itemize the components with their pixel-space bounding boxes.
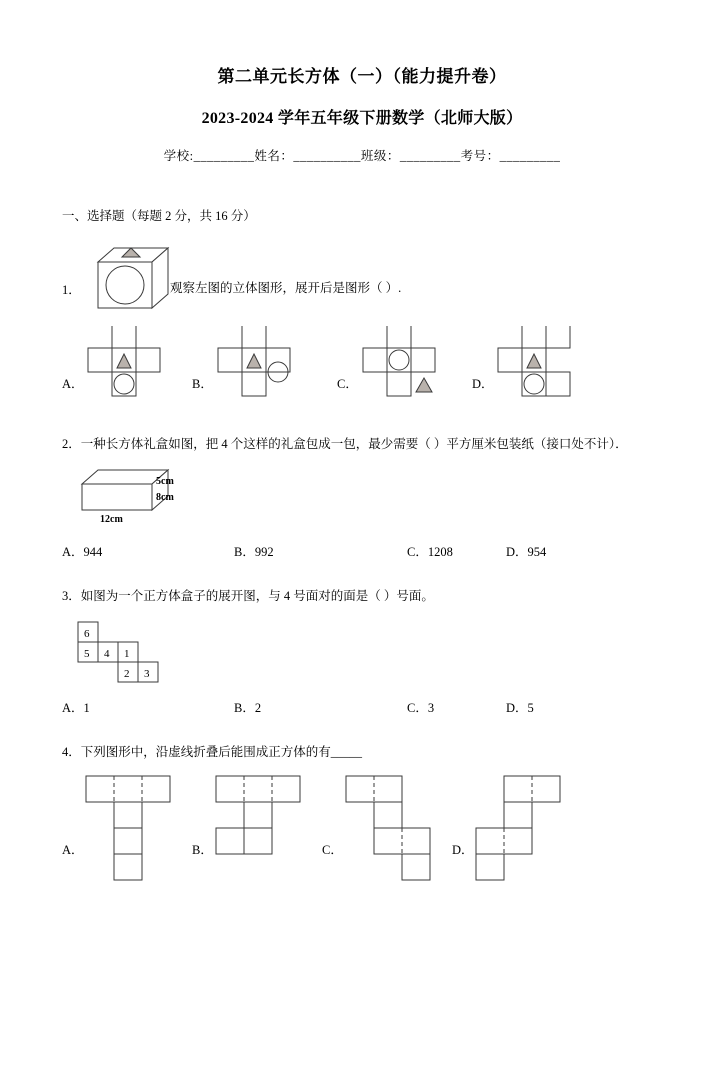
question-4-number: 4． <box>62 745 81 759</box>
question-3-option-c[interactable]: C．3 <box>407 701 435 715</box>
question-4-option-c-net <box>344 774 454 899</box>
question-4-option-b-label: B． <box>192 843 213 857</box>
question-4-option-a-net <box>84 774 194 899</box>
question-1-option-c-label: C． <box>337 377 358 391</box>
question-1-number: 1． <box>62 283 81 297</box>
question-4-option-d-net <box>474 774 584 899</box>
question-3-options <box>62 698 676 716</box>
student-info-line: 学校:_________姓名：__________班级：_________考号：_________ <box>163 149 561 163</box>
svg-text:5cm: 5cm <box>156 476 174 487</box>
page-title: 第二单元长方体（一）（能力提升卷） <box>217 67 507 86</box>
question-1-option-b-label: B． <box>192 377 213 391</box>
question-1-option-a-label: A． <box>62 377 84 391</box>
question-1-text: 观察左图的立体图形，展开后是图形（ ）. <box>170 281 402 295</box>
question-2-option-c[interactable]: C．1208 <box>407 545 453 559</box>
question-3-option-b[interactable]: B．2 <box>234 701 262 715</box>
question-4-option-b-net <box>214 774 324 899</box>
exam-paper-page <box>0 62 724 1086</box>
question-2-option-b[interactable]: B．992 <box>234 545 274 559</box>
question-2 <box>62 434 676 560</box>
question-1-option-d-label: D． <box>472 377 494 391</box>
question-4-option-a-label: A． <box>62 843 84 857</box>
question-1-option-b-net <box>214 326 306 408</box>
question-4-option-c-label: C． <box>322 843 343 857</box>
question-3-figure-net <box>70 620 676 684</box>
question-4-text: 下列图形中，沿虚线折叠后能围成正方体的有_____ <box>80 745 363 759</box>
question-4 <box>62 742 676 904</box>
svg-text:3: 3 <box>144 668 150 680</box>
question-3-option-a[interactable]: A．1 <box>62 701 90 715</box>
svg-text:5: 5 <box>84 648 90 660</box>
question-2-option-a[interactable]: A．944 <box>62 545 103 559</box>
question-2-options <box>62 542 676 560</box>
svg-text:12cm: 12cm <box>100 514 123 525</box>
question-1 <box>62 244 676 408</box>
page-subtitle: 2023-2024 学年五年级下册数学（北师大版） <box>201 110 523 127</box>
question-4-options <box>62 774 676 904</box>
question-2-text: 一种长方体礼盒如图，把 4 个这样的礼盒包成一包，最少需要（ ）平方厘米包装纸（接口处不计）． <box>80 437 628 451</box>
svg-text:8cm: 8cm <box>156 492 174 503</box>
svg-text:4: 4 <box>104 648 110 660</box>
question-3 <box>62 586 676 716</box>
svg-text:1: 1 <box>124 648 130 660</box>
question-1-option-d-net <box>494 326 586 408</box>
question-1-option-a-net <box>84 326 166 408</box>
question-1-figure-cube <box>92 244 170 314</box>
question-2-figure-box <box>76 466 676 528</box>
question-3-option-d[interactable]: D．5 <box>506 701 534 715</box>
question-1-option-c-net <box>359 326 451 408</box>
section-heading-choice: 一、选择题（每题 2 分，共 16 分） <box>62 209 256 223</box>
svg-text:2: 2 <box>124 668 130 680</box>
question-2-option-d[interactable]: D．954 <box>506 545 547 559</box>
question-2-number: 2． <box>62 437 81 451</box>
question-4-option-d-label: D． <box>452 843 474 857</box>
question-1-options <box>62 326 676 408</box>
question-3-text: 如图为一个正方体盒子的展开图，与 4 号面对的面是（ ）号面。 <box>80 589 434 603</box>
svg-text:6: 6 <box>84 628 90 640</box>
question-3-number: 3． <box>62 589 81 603</box>
